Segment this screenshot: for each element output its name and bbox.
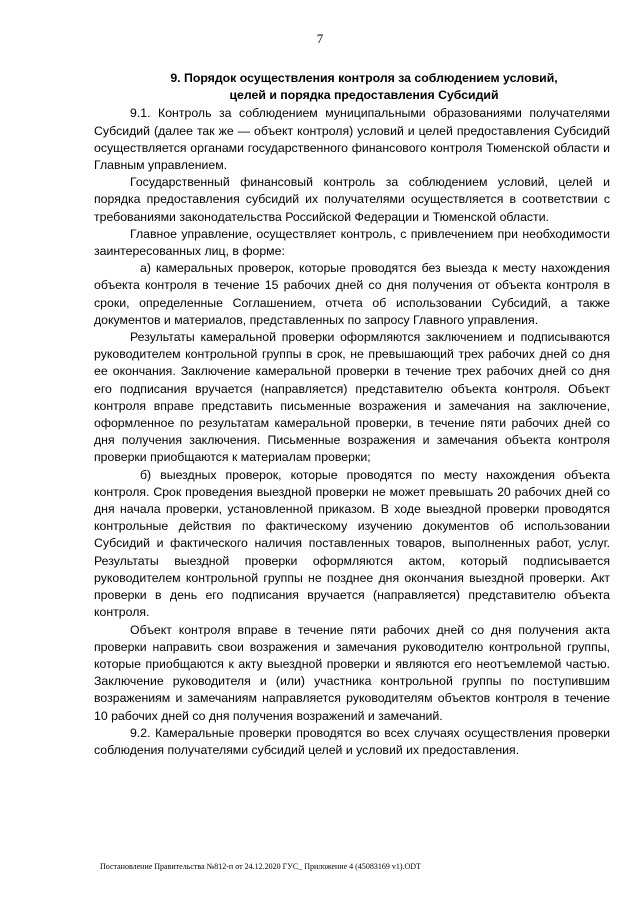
paragraph-desk-audits: а) камеральных проверок, которые проводятся без выезда к месту нахождения объекта контроля в течение 15 рабочих дней со дня получения от объекта контроля в сроки, определенные Соглашением, отчета об использовании Субсидий, а также документов и материалов, представленных по запросу Главного управления. (94, 261, 610, 327)
paragraph-9-2: 9.2. Камеральные проверки проводятся во всех случаях осуществления проверки соблюдения получателями субсидий целей и условий их предоставления. (94, 725, 610, 757)
paragraph-9-1: 9.1. Контроль за соблюдением муниципальными образованиями получателями Субсидий (далее так же — объект контроля) условий и целей предоставления Субсидий осуществляется органами государственного финансового контроля Тюменской области и Главным управлением. (94, 106, 610, 173)
page-number: 7 (316, 31, 324, 46)
section-heading-line-2: целей и порядка предоставления Субсидий (229, 88, 499, 103)
paragraph-objections: Объект контроля вправе в течение пяти рабочих дней со дня получения акта проверки направить свои возражения и замечания руководителю контрольной группы, которые приобщаются к акту выездной проверки и являются его неотъемлемой частью. Заключение руководителя и (или) участника контрольной группы по поступившим возражениям и замечаниям направляется руководителям объектов контроля в течение 10 рабочих дней со дня получения возражений и замечаний. (94, 622, 610, 723)
paragraph-desk-audit-results: Результаты камеральной проверки оформляются заключением и подписываются руководителем контрольной группы в срок, не превышающий трех рабочих дней со дня ее окончания. Заключение камеральной проверки в течение трех рабочих дней со дня его подписания вручается (направляется) представителю объекта контроля. Объект контроля вправе представить письменные возражения и замечания на заключение, оформленное по результатам камеральной проверки, в течение пяти рабочих дней со дня получения заключения. Письменные возражения и замечания объекта контроля проверки приобщаются к материалам проверки; (94, 330, 610, 465)
document-body (94, 70, 610, 759)
document-footer: Постановление Правительства №812-п от 24.12.2020 ГУС_ Приложение 4 (45083169 v1).ODT (100, 862, 421, 871)
paragraph-field-audits: б) выездных проверок, которые проводятся по месту нахождения объекта контроля. Срок проведения выездной проверки не может превышать 20 рабочих дней со дня начала проверки, установленной приказом. В ходе выездной проверки проводятся контрольные действия по фактическому изучению документов об использовании Субсидий и фактического наличия поставленных товаров, выполненных работ, услуг. Результаты выездной проверки оформляются актом, который подписывается руководителем контрольной группы не позднее дня окончания выездной проверки. Акт проверки в день его подписания вручается (направляется) представителю объекта контроля. (94, 467, 610, 620)
section-heading-line-1: 9. Порядок осуществления контроля за соблюдением условий, (170, 71, 558, 85)
section-heading (94, 70, 610, 104)
paragraph-control-forms: Главное управление, осуществляет контроль, с привлечением при необходимости заинтересованных лиц, в форме: (94, 226, 610, 259)
paragraph-state-control: Государственный финансовый контроль за соблюдением условий, целей и порядка предоставления субсидий их получателями осуществляется в соответствии с требованиями законодательства Российской Федерации и Тюменской области. (94, 175, 610, 224)
